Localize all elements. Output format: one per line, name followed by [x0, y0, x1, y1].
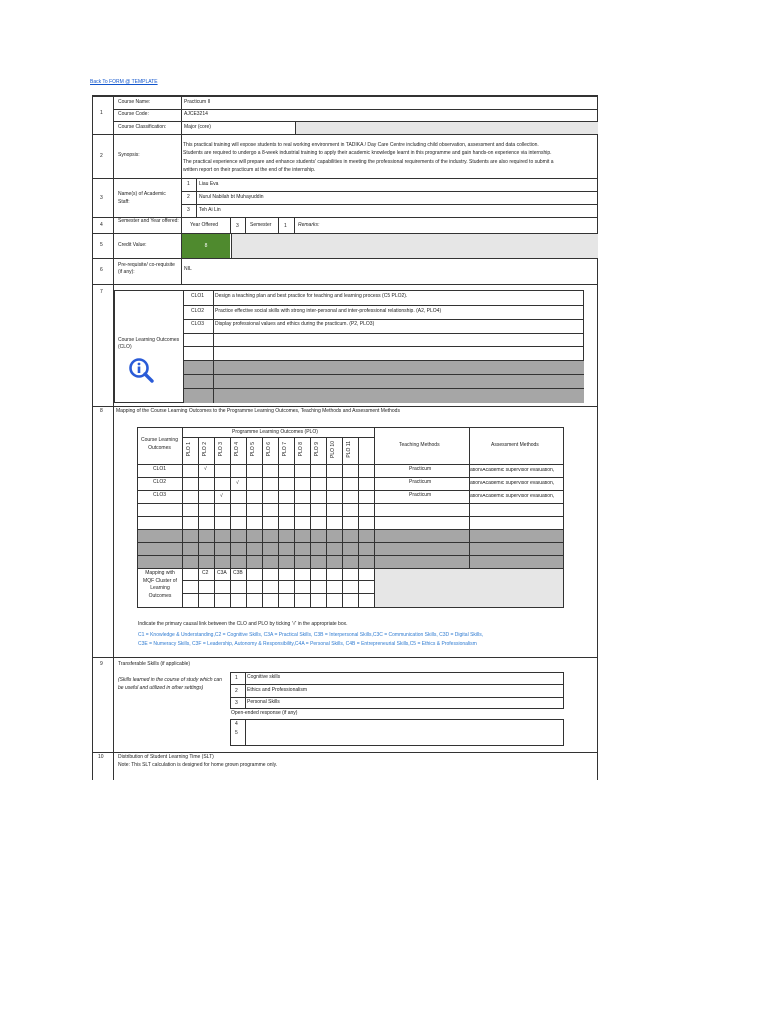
clo-text: Practice effective social skills with strong inter-personal and inter-professional relationship. (A2, PLO4): [215, 308, 442, 314]
course-name-label: Course Name:: [118, 99, 151, 105]
slt-title: Distribution of Student Learning Time (SLT): [118, 754, 214, 760]
row-number: 4: [100, 222, 103, 228]
mapping-teaching: Practicum: [409, 492, 432, 498]
plo-header: Programme Learning Outcomes (PLO): [232, 429, 318, 435]
skill-number: 1: [235, 675, 238, 681]
clo-code: CLO1: [191, 293, 205, 299]
skill-number: 3: [235, 700, 238, 706]
teaching-methods-header: Teaching Methods: [399, 442, 440, 448]
semester-label: Semester: [250, 222, 272, 228]
semester-value: 1: [284, 223, 287, 229]
row-number: 8: [100, 408, 103, 414]
plo-label: PLO 3: [218, 442, 224, 457]
row-number: 1: [100, 110, 103, 116]
staff-name: Nurul Nabilah bt Muhayuddin: [199, 194, 264, 200]
open-ended-label: Open-ended response (if any): [231, 710, 298, 716]
clo-code: CLO2: [191, 308, 205, 314]
assessment-methods-header: Assessment Methods: [491, 442, 539, 448]
transferable-skills-title: Transferable Skills (if applicable): [118, 661, 191, 667]
plo-label: PLO 7: [282, 442, 288, 457]
skill-number: 2: [235, 688, 238, 694]
academic-staff-label: Name(s) of Academic Staff:: [118, 191, 166, 205]
year-offered-label: Year Offered: [190, 222, 219, 228]
row-number: 9: [100, 661, 103, 667]
mapping-teaching: Practicum: [409, 479, 432, 485]
skill-name: Personal Skills: [247, 699, 280, 705]
staff-name: Teh Ai Lin: [199, 207, 221, 213]
plo-label: PLO 1: [186, 442, 192, 457]
staff-number: 1: [187, 181, 190, 187]
row-number: 3: [100, 195, 103, 201]
row-number: 6: [100, 267, 103, 273]
prerequisite-label: Pre-requisite/ co-requisite (if any):: [118, 262, 175, 275]
staff-number: 3: [187, 207, 190, 213]
course-classification-label: Course Classification:: [118, 124, 167, 130]
transferable-skills-desc: (Skills learned in the course of study which can be useful and utilized in other settings): [118, 677, 222, 691]
info-search-icon[interactable]: [128, 357, 154, 383]
slt-note: Note: This SLT calculation is designed for home grown programme only.: [118, 762, 278, 768]
plo-label: PLO 8: [298, 442, 304, 457]
mqf-legend-line2: C3E = Numeracy Skills, C3F = Leadership, Autonomy & Responsibility,C4A = Personal Skills, C4B = Entrepreneurial Skills,C5 = Ethics & Professionalism: [138, 641, 477, 647]
course-code-label: Course Code:: [118, 111, 149, 117]
plo-label: PLO 10: [330, 441, 336, 458]
skill-name: Cognitive skills: [247, 674, 281, 680]
plo-label: PLO 2: [202, 442, 208, 457]
course-classification-value: Major (core): [184, 124, 211, 130]
mapping-tick: √: [204, 466, 207, 472]
clo-header: Course Learning Outcomes: [141, 437, 178, 451]
mqf-label: Mapping with MQF Cluster of Learning Outcomes: [143, 570, 177, 599]
mapping-assessment: ation/Academic supervisor evaluation,: [470, 481, 555, 486]
clo-code: CLO3: [191, 321, 205, 327]
plo-label: PLO 6: [266, 442, 272, 457]
mapping-clo: CLO2: [153, 479, 167, 485]
open-ended-number: 5: [235, 730, 238, 736]
row-number: 7: [100, 289, 103, 295]
course-name-value: Practicum II: [184, 99, 211, 105]
synopsis-text: This practical training will expose students to real working environment in TADIKA / Day Care Centre including child observation, assessment and data collection. Students are required to undergo a 8-week industrial training to apply their academic knowledge learnt in this programme and gain hands-on experience via internship. The practical experience will prepare and enhance students' capabilities in meeting the professional requirements of the industry. Students are also required to submit a written report on their practicum at the end of the internship.: [183, 142, 554, 173]
mqf-value: C3A: [217, 570, 227, 576]
row-number: 10: [98, 754, 104, 760]
mapping-teaching: Practicum: [409, 466, 432, 472]
plo-label: PLO 11: [346, 441, 352, 458]
row-number: 5: [100, 242, 103, 248]
staff-number: 2: [187, 194, 190, 200]
plo-label: PLO 9: [314, 442, 320, 457]
synopsis-label: Synopsis:: [118, 152, 140, 158]
course-code-value: AJCE3214: [184, 111, 208, 117]
year-value: 3: [236, 223, 239, 229]
remarks-label: Remarks:: [298, 222, 320, 228]
mapping-clo: CLO3: [153, 492, 167, 498]
mapping-tick: √: [220, 493, 223, 499]
open-ended-box[interactable]: [230, 719, 564, 746]
prerequisite-value: NIL: [184, 266, 192, 272]
clo-text: Display professional values and ethics during the practicum. (P2, PLO3): [215, 321, 375, 327]
mapping-assessment: ation/Academic supervisor evaluation,: [470, 494, 555, 499]
clo-label: Course Learning Outcomes (CLO): [118, 337, 180, 350]
mapping-note: Indicate the primary causal link between the CLO and PLO by ticking '√' in the appropriate box.: [138, 621, 348, 627]
credit-value-label: Credit Value:: [118, 242, 147, 248]
credit-value: 8: [182, 234, 230, 258]
row-number: 2: [100, 153, 103, 159]
mapping-assessment: ation/Academic supervisor evaluation,: [470, 468, 555, 473]
mapping-clo: CLO1: [153, 466, 167, 472]
skill-name: Ethics and Professionalism: [247, 687, 308, 693]
clo-text: Design a teaching plan and best practice for teaching and learning process (C5 PLO2).: [215, 293, 408, 299]
mapping-title: Mapping of the Course Learning Outcomes to the Programme Learning Outcomes, Teaching Methods and Assessment Methods: [116, 408, 400, 414]
mqf-legend-line1: C1 = Knowledge & Understanding,C2 = Cognitive Skills, C3A = Practical Skills, C3B = Interpersonal Skills,C3C = Communication Skills, C3D = Digital Skills,: [138, 632, 484, 638]
mqf-value: C2: [202, 570, 209, 576]
open-ended-number: 4: [235, 721, 238, 727]
staff-name: Liau Eva: [199, 181, 219, 187]
semester-year-label: Semester and Year offered:: [118, 218, 179, 224]
mapping-tick: √: [236, 480, 239, 486]
mqf-value: C3B: [233, 570, 243, 576]
plo-label: PLO 5: [250, 442, 256, 457]
plo-label: PLO 4: [234, 442, 240, 457]
back-to-form-link[interactable]: Back To FORM @ TEMPLATE: [90, 79, 158, 85]
